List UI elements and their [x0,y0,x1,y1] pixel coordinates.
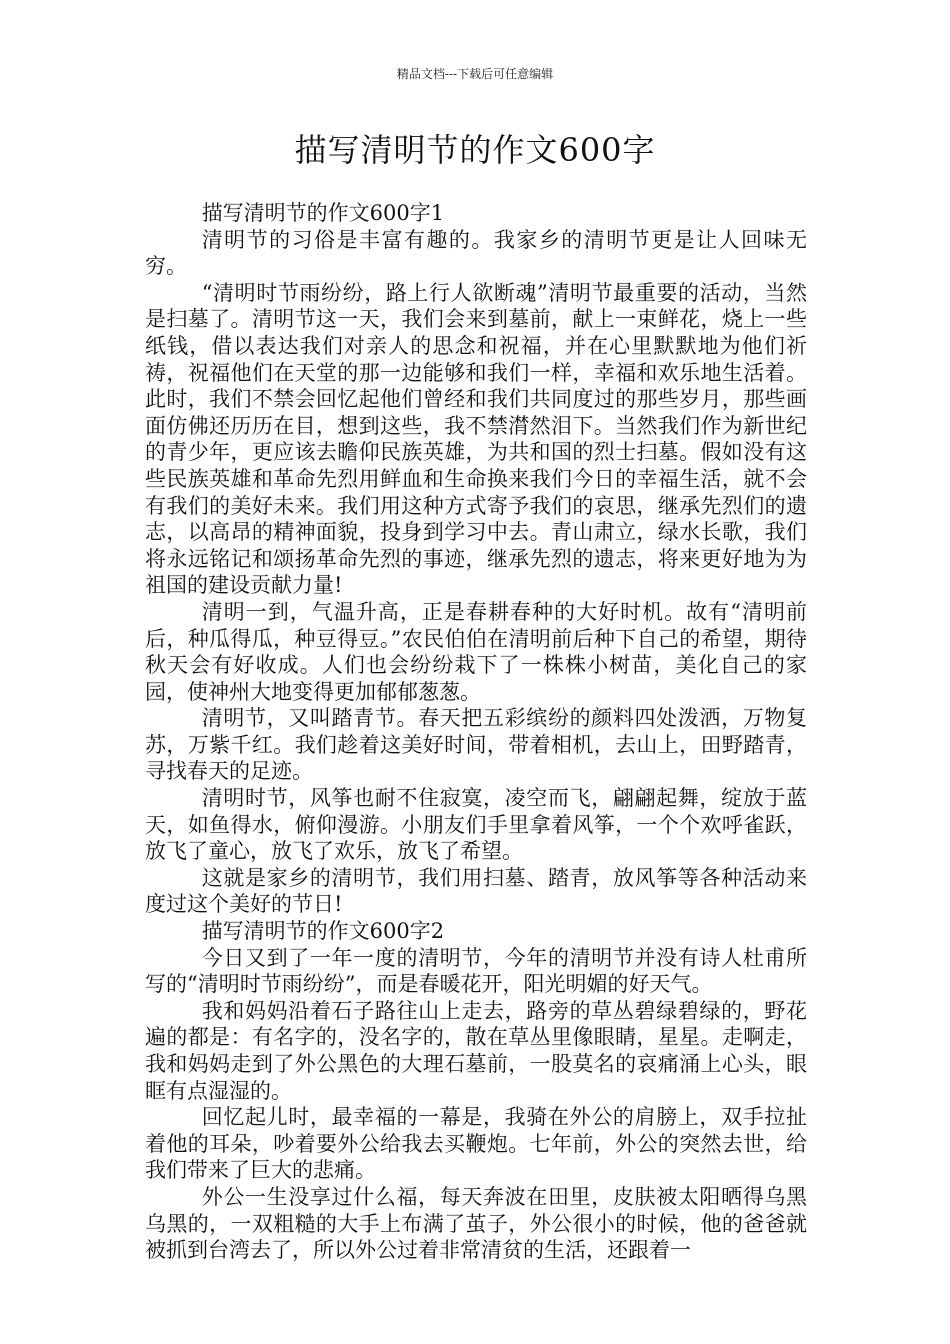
paragraph: 回忆起儿时，最幸福的一幕是，我骑在外公的肩膀上，双手拉扯着他的耳朵，吵着要外公给我去买鞭炮。七年前，外公的突然去世，给我们带来了巨大的悲痛。 [145,1105,807,1183]
header-note: 精品文档---下载后可任意编辑 [396,67,554,81]
paragraph: 我和妈妈沿着石子路往山上走去，路旁的草丛碧绿碧绿的，野花遍的都是：有名字的，没名字的，散在草丛里像眼睛，星星。走啊走，我和妈妈走到了外公黑色的大理石墓前，一股莫名的哀痛涌上心头，眼眶有点湿湿的。 [145,998,807,1103]
paragraph: 清明节，又叫踏青节。春天把五彩缤纷的颜料四处泼洒，万物复苏，万紫千红。我们趁着这美好时间，带着相机，去山上，田野踏青，寻找春天的足迹。 [145,706,807,784]
document-title: 描写清明节的作文600字 [294,131,656,169]
paragraph: 清明时节，风筝也耐不住寂寞，凌空而飞，翩翩起舞，绽放于蓝天，如鱼得水，俯仰漫游。小朋友们手里拿着风筝，一个个欢呼雀跃，放飞了童心，放飞了欢乐，放飞了希望。 [145,786,807,864]
paragraph: 这就是家乡的清明节，我们用扫墓、踏青，放风筝等各种活动来度过这个美好的节日! [145,865,807,917]
essay-subtitle-1: 描写清明节的作文600字1 [201,201,445,225]
paragraph: 清明一到，气温升高，正是春耕春种的大好时机。故有“清明前后，种瓜得瓜，种豆得豆。”农民伯伯在清明前后种下自己的希望，期待秋天会有好收成。人们也会纷纷栽下了一株株小树苗，美化自己的家园，使神州大地变得更加郁郁葱葱。 [145,599,807,704]
essay-subtitle-2: 描写清明节的作文600字2 [201,919,445,944]
paragraph: “清明时节雨纷纷，路上行人欲断魂”清明节最重要的活动，当然是扫墓了。清明节这一天，我们会来到墓前，献上一束鲜花，烧上一些纸钱，借以表达我们对亲人的思念和祝福，并在心里默默地为他们祈祷，祝福他们在天堂的那一边能够和我们一样，幸福和欢乐地生活着。此时，我们不禁会回忆起他们曾经和我们共同度过的那些岁月，那些画面仿佛还历历在目，想到这些，我不禁潸然泪下。当然我们作为新世纪的青少年，更应该去瞻仰民族英雄，为共和国的烈士扫墓。假如没有这些民族英雄和革命先烈用鲜血和生命换来我们今日的幸福生活，就不会有我们的美好未来。我们用这种方式寄予我们的哀思，继承先烈们的遗志，以高昂的精神面貌，投身到学习中去。青山肃立，绿水长歌，我们将永远铭记和颂扬革命先烈的事迹，继承先烈的遗志，将来更好地为为祖国的建设贡献力量! [145,280,807,598]
paragraph: 清明节的习俗是丰富有趣的。我家乡的清明节更是让人回味无穷。 [145,227,807,279]
paragraph: 外公一生没享过什么福，每天奔波在田里，皮肤被太阳晒得乌黑乌黑的，一双粗糙的大手上布满了茧子，外公很小的时候，他的爸爸就被抓到台湾去了，所以外公过着非常清贫的生活，还跟着一 [145,1184,807,1263]
document-body [145,200,807,1264]
paragraph: 今日又到了一年一度的清明节，今年的清明节并没有诗人杜甫所写的“清明时节雨纷纷”，而是春暖花开，阳光明媚的好天气。 [145,945,807,997]
